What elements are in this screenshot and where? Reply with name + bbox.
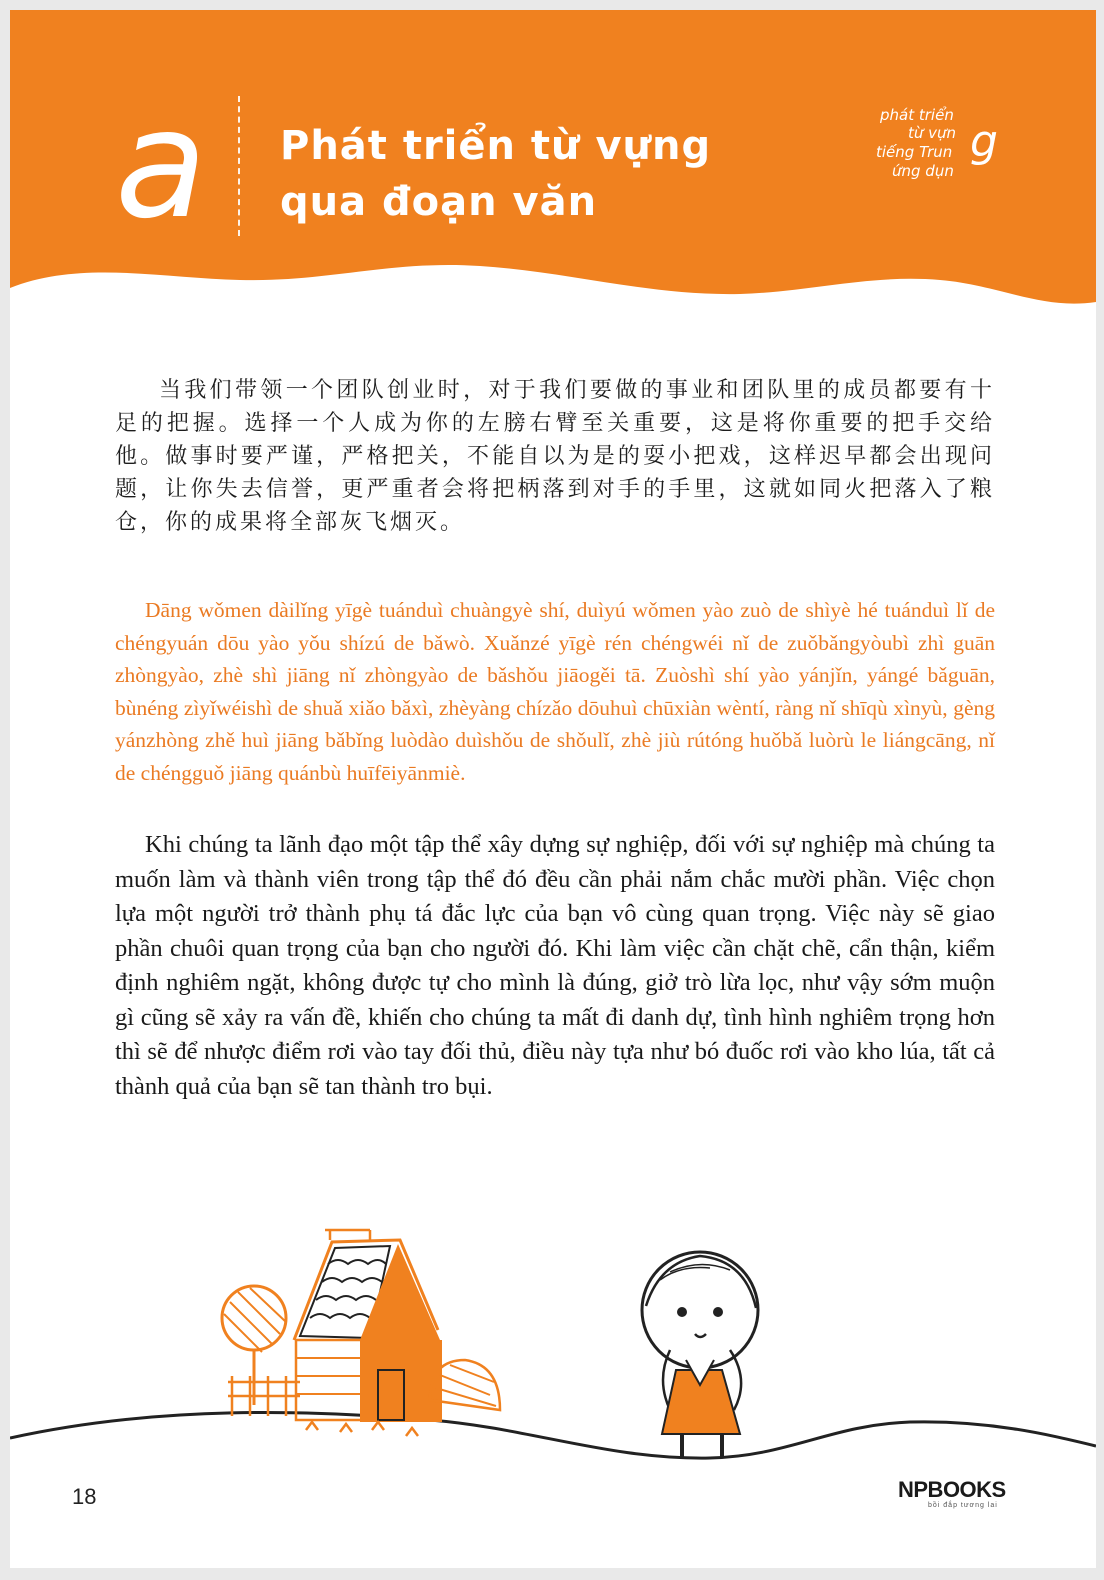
house-drawing [294, 1230, 442, 1422]
house-and-girl-illustration [10, 1210, 1096, 1470]
series-logo-line3: tiếng Trun [876, 143, 953, 161]
chapter-title [280, 118, 711, 230]
chapter-title-line2: qua đoạn văn [280, 179, 598, 225]
series-logo-line2: từ vựn [908, 124, 957, 142]
title-divider [238, 96, 240, 236]
chapter-title-line1: Phát triển từ vựng [280, 123, 712, 169]
section-letter: a [115, 78, 207, 252]
book-page [10, 10, 1096, 1568]
chapter-header [10, 10, 1096, 310]
publisher-tagline: bồi đắp tương lai [928, 1502, 998, 1509]
chinese-paragraph: 当我们带领一个团队创业时，对于我们要做的事业和团队里的成员都要有十足的把握。选择一个人成为你的左膀右臂至关重要，这是将你重要的把手交给他。做事时要严谨，严格把关，不能自以为是的耍小把戏，这样迟早都会出现问题，让你失去信誉，更严重者会将把柄落到对手的手里，这就如同火把落入了粮仓，你的成果将全部灰飞烟灭。 [115, 378, 995, 535]
series-logo [870, 106, 1010, 196]
publisher-logo: NPBOOKS [898, 1477, 1006, 1502]
girl-drawing [642, 1252, 758, 1458]
series-logo-g: g [970, 116, 998, 167]
series-logo-line1: phát triển [880, 106, 954, 124]
pinyin-paragraph: Dāng wǒmen dàilǐng yīgè tuánduì chuàngyè shí, duìyú wǒmen yào zuò de shìyè hé tuánduì lǐ de chéngyuán dōu yào yǒu shízú de bǎwò. Xuǎnzé yīgè rén chéngwéi nǐ de zuǒbǎngyòubì zhì guān zhòngyào, zhè shì jiāng nǐ zhòngyào de bǎshǒu jiāogěi tā. Zuòshì shí yào yánjǐn, yángé bǎguān, bùnéng zìyǐwéishì de shuǎ xiǎo bǎxì, zhèyàng chízǎo dōuhuì chūxiàn wèntí, ràng nǐ shīqù xìnyù, gèng yánzhòng zhě huì jiāng bǎbǐng luòdào duìshǒu de shǒulǐ, zhè jiù rútóng huǒbǎ luòrù le liángcāng, nǐ de chéngguǒ jiāng quánbù huīfēiyānmiè. [115, 598, 995, 785]
series-logo-line4: ứng dụn [892, 162, 954, 180]
vietnamese-paragraph: Khi chúng ta lãnh đạo một tập thể xây dựng sự nghiệp, đối với sự nghiệp mà chúng ta muốn làm và thành viên trong tập thể đó đều cần phải nắm chắc mười phần. Việc chọn lựa một người trở thành phụ tá đắc lực của bạn vô cùng quan trọng. Việc này sẽ giao phần chuôi quan trọng của bạn cho người đó. Khi làm việc cần chặt chẽ, cẩn thận, kiểm định nghiêm ngặt, không được tự cho mình là đúng, giở trò lừa lọc, như vậy sớm muộn gì cũng sẽ xảy ra vấn đề, khiến cho chúng ta mất đi danh dự, tình hình nghiêm trọng hơn thì sẽ để nhược điểm rơi vào tay đối thủ, điều này tựa như bó đuốc rơi vào kho lúa, tất cả thành quả của bạn sẽ tan thành tro bụi. [115, 831, 995, 1100]
page-number: 18 [72, 1484, 97, 1509]
